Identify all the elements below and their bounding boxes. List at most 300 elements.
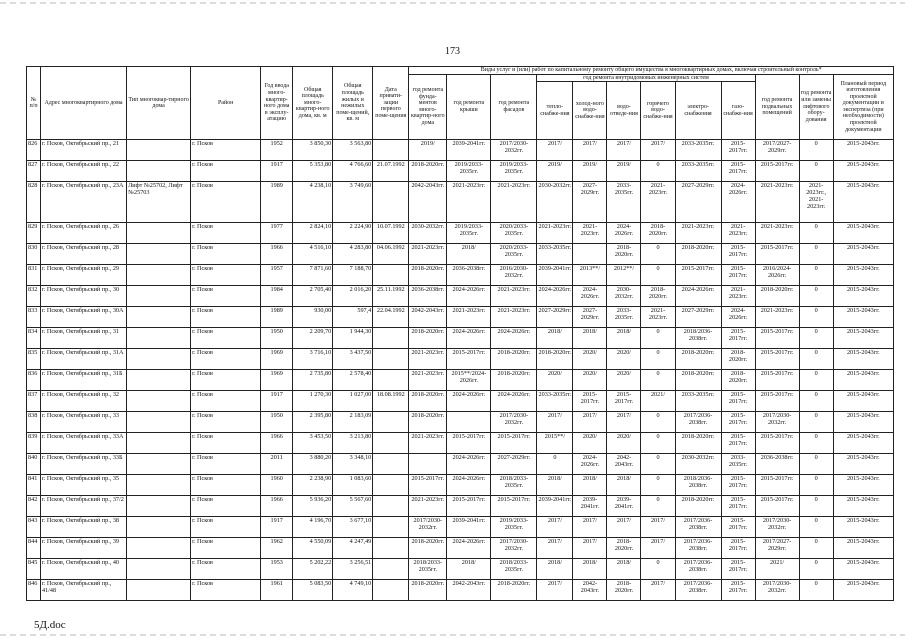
table-row [27, 454, 894, 475]
cell-hot-water: 2017/ [641, 538, 675, 559]
cell-hot-water: 0 [641, 475, 675, 496]
cell-elevator: 0 [799, 244, 833, 265]
cell-living-area: 1 027,00 [333, 391, 373, 412]
cell-elevator: 0 [799, 433, 833, 454]
cell-gas: 2015-2017гг. [721, 496, 755, 517]
cell-roof: 2039-2041гг. [447, 517, 491, 538]
cell-house-type [127, 328, 191, 349]
cell-num: 835 [27, 349, 41, 370]
cell-total-area: 3 880,20 [293, 454, 333, 475]
cell-elevator: 0 [799, 370, 833, 391]
cell-district: г. Псков [191, 328, 261, 349]
cell-foundation: 2021-2023гг. [409, 433, 447, 454]
cell-total-area: 7 871,60 [293, 265, 333, 286]
cell-total-area: 4 550,09 [293, 538, 333, 559]
cell-living-area: 3 749,60 [333, 182, 373, 223]
cell-foundation: 2018-2020гг. [409, 328, 447, 349]
cell-heat: 2017/ [537, 412, 573, 433]
cell-cold-water: 2017/ [573, 140, 607, 161]
table-row [27, 140, 894, 161]
cell-plan-period: 2015-2043гг. [833, 559, 893, 580]
cell-year-built: 1917 [261, 517, 293, 538]
cell-num: 846 [27, 580, 41, 601]
header-engineering-group: год ремонта внутридомовых инженерных систем [537, 74, 755, 82]
cell-basement: 2021-2023гг. [755, 307, 799, 328]
cell-roof: 2024-2026гг. [447, 391, 491, 412]
cell-roof: 2015-2017гг. [447, 496, 491, 517]
cell-foundation: 2018-2020гг. [409, 538, 447, 559]
cell-basement: 2015-2017гг. [755, 370, 799, 391]
cell-gas: 2015-2017гг. [721, 391, 755, 412]
cell-cold-water: 2039-2041гг. [573, 496, 607, 517]
cell-electric: 2017/2036-2038гг. [675, 538, 721, 559]
cell-roof: 2024-2026гг. [447, 538, 491, 559]
cell-house-type [127, 391, 191, 412]
cell-total-area: 2 238,90 [293, 475, 333, 496]
cell-address: г. Псков, Октябрьский пр., 28 [41, 244, 127, 265]
cell-house-type [127, 265, 191, 286]
cell-cold-water: 2027-2029гг. [573, 182, 607, 223]
page-number: 173 [445, 46, 460, 57]
cell-living-area: 1 083,60 [333, 475, 373, 496]
cell-address: г. Псков, Октябрьский пр., 40 [41, 559, 127, 580]
cell-district: г. Псков [191, 161, 261, 182]
cell-facade: 2017/2030-2032гг. [491, 412, 537, 433]
cell-electric: 2015-2017гг. [675, 265, 721, 286]
cell-electric: 2018-2020гг. [675, 370, 721, 391]
cell-foundation: 2021-2023гг. [409, 349, 447, 370]
cell-year-built: 1989 [261, 182, 293, 223]
cell-basement: 2017/2030-2032гг. [755, 580, 799, 601]
cell-elevator: 0 [799, 559, 833, 580]
cell-living-area: 3 437,50 [333, 349, 373, 370]
table-row [27, 223, 894, 244]
cell-heat: 2039-2041гг. [537, 496, 573, 517]
cell-heat: 2019/ [537, 161, 573, 182]
cell-sewer: 2024-2026гг. [607, 223, 641, 244]
cell-roof: 2018/ [447, 559, 491, 580]
cell-year-built: 1962 [261, 538, 293, 559]
cell-basement: 2015-2017гг. [755, 475, 799, 496]
cell-sewer: 2020/ [607, 349, 641, 370]
cell-district: г. Псков [191, 349, 261, 370]
header-facade: год ремонта фасадов [491, 74, 537, 140]
cell-address: г. Псков, Октябрьский пр., 41/48 [41, 580, 127, 601]
cell-living-area: 3 563,80 [333, 140, 373, 161]
cell-address: г. Псков, Октябрьский пр., 35 [41, 475, 127, 496]
cell-gas: 2024-2026гг. [721, 182, 755, 223]
cell-year-built: 1977 [261, 223, 293, 244]
cell-roof: 2015-2017гг. [447, 433, 491, 454]
cell-address: г. Псков, Октябрьский пр., 26 [41, 223, 127, 244]
cell-hot-water: 0 [641, 328, 675, 349]
cell-basement: 2015-2017гг. [755, 349, 799, 370]
cell-privatization [373, 496, 409, 517]
cell-district: г. Псков [191, 244, 261, 265]
cell-address: г. Псков, Октябрьский пр., 37/2 [41, 496, 127, 517]
cell-electric: 2024-2026гг. [675, 286, 721, 307]
cell-roof: 2036-2038гг. [447, 265, 491, 286]
cell-facade: 2021-2023гг. [491, 182, 537, 223]
cell-elevator: 0 [799, 496, 833, 517]
cell-num: 842 [27, 496, 41, 517]
cell-roof: 2019/2033-2035гг. [447, 161, 491, 182]
cell-house-type [127, 286, 191, 307]
cell-total-area: 4 196,70 [293, 517, 333, 538]
scan-edge-bottom [0, 634, 905, 636]
cell-facade: 2018/2033-2035гг. [491, 475, 537, 496]
cell-cold-water: 2020/ [573, 370, 607, 391]
cell-plan-period: 2015-2043гг. [833, 580, 893, 601]
header-hot-water: горячего водо-снабже-ния [641, 82, 675, 140]
cell-living-area: 4 766,60 [333, 161, 373, 182]
cell-privatization [373, 349, 409, 370]
cell-heat: 2015**/ [537, 433, 573, 454]
cell-total-area: 3 850,30 [293, 140, 333, 161]
cell-living-area: 5 567,60 [333, 496, 373, 517]
table-row [27, 559, 894, 580]
cell-electric: 2027-2029гг. [675, 307, 721, 328]
cell-privatization [373, 370, 409, 391]
table-row [27, 517, 894, 538]
cell-total-area: 2 735,80 [293, 370, 333, 391]
cell-privatization [373, 559, 409, 580]
cell-elevator: 0 [799, 265, 833, 286]
cell-electric: 2017/2036-2038гг. [675, 517, 721, 538]
cell-plan-period: 2015-2043гг. [833, 286, 893, 307]
cell-facade: 2024-2026гг. [491, 391, 537, 412]
cell-plan-period: 2015-2043гг. [833, 182, 893, 223]
cell-cold-water: 2027-2029гг. [573, 307, 607, 328]
cell-plan-period: 2015-2043гг. [833, 244, 893, 265]
table-row [27, 370, 894, 391]
cell-basement: 2021/ [755, 559, 799, 580]
cell-num: 833 [27, 307, 41, 328]
cell-foundation: 2018-2020гг. [409, 412, 447, 433]
cell-living-area: 2 224,90 [333, 223, 373, 244]
cell-year-built: 1961 [261, 580, 293, 601]
header-heat: тепло-снабже-ния [537, 82, 573, 140]
cell-num: 837 [27, 391, 41, 412]
cell-house-type [127, 161, 191, 182]
footer-filename: 5Д.doc [34, 619, 66, 631]
cell-basement: 2021-2023гг. [755, 223, 799, 244]
cell-electric: 2033-2035гг. [675, 140, 721, 161]
cell-plan-period: 2015-2043гг. [833, 307, 893, 328]
cell-heat: 2017/ [537, 517, 573, 538]
cell-hot-water: 2021-2023гг. [641, 307, 675, 328]
cell-cold-water: 2018/ [573, 328, 607, 349]
header-cold-water: холод-ного водо-снабже-ния [573, 82, 607, 140]
cell-district: г. Псков [191, 391, 261, 412]
cell-total-area: 2 824,10 [293, 223, 333, 244]
cell-cold-water: 2018/ [573, 475, 607, 496]
table-row [27, 161, 894, 182]
cell-foundation: 2036-2038гг. [409, 286, 447, 307]
header-year-built: Год ввода много-квартир-ного дома в эксплу-атацию [261, 67, 293, 140]
cell-cold-water: 2017/ [573, 517, 607, 538]
cell-house-type [127, 517, 191, 538]
cell-hot-water: 0 [641, 454, 675, 475]
cell-hot-water: 0 [641, 349, 675, 370]
cell-privatization [373, 433, 409, 454]
cell-num: 844 [27, 538, 41, 559]
table-row [27, 475, 894, 496]
cell-total-area: 3 453,50 [293, 433, 333, 454]
cell-foundation: 2021-2023гг. [409, 370, 447, 391]
cell-house-type [127, 223, 191, 244]
cell-basement: 2015-2017гг. [755, 433, 799, 454]
cell-sewer: 2017/ [607, 412, 641, 433]
cell-basement: 2017/2030-2032гг. [755, 412, 799, 433]
cell-num: 827 [27, 161, 41, 182]
cell-sewer: 2017/ [607, 517, 641, 538]
cell-plan-period: 2015-2043гг. [833, 538, 893, 559]
header-gas: газо-снабже-ния [721, 82, 755, 140]
cell-heat: 2039-2041гг. [537, 265, 573, 286]
cell-total-area: 2 395,80 [293, 412, 333, 433]
cell-cold-water: 2018/ [573, 559, 607, 580]
cell-facade: 2024-2026гг. [491, 328, 537, 349]
cell-sewer: 2018/ [607, 475, 641, 496]
cell-total-area: 5 083,50 [293, 580, 333, 601]
cell-living-area: 2 183,09 [333, 412, 373, 433]
cell-roof: 2018/ [447, 244, 491, 265]
cell-sewer: 2012**/ [607, 265, 641, 286]
header-plan-period: Плановый период изготовления проектной документации и экспертиза (при необходимости) проектной документации [833, 74, 893, 140]
cell-hot-water: 2021-2023гг. [641, 182, 675, 223]
cell-electric: 2018-2020гг. [675, 496, 721, 517]
cell-sewer: 2033-2035гг. [607, 307, 641, 328]
cell-district: г. Псков [191, 559, 261, 580]
header-house-type: Тип многоквар-тирного дома [127, 67, 191, 140]
cell-heat: 2018/ [537, 328, 573, 349]
cell-house-type [127, 140, 191, 161]
cell-foundation: 2030-2032гг. [409, 223, 447, 244]
cell-house-type [127, 244, 191, 265]
cell-num: 838 [27, 412, 41, 433]
cell-basement: 2015-2017гг. [755, 161, 799, 182]
table-row [27, 265, 894, 286]
cell-facade: 2015-2017гг. [491, 433, 537, 454]
cell-privatization: 22.04.1992 [373, 307, 409, 328]
cell-hot-water: 0 [641, 433, 675, 454]
cell-electric: 2017/2036-2038гг. [675, 412, 721, 433]
header-electric: электро-снабжения [675, 82, 721, 140]
cell-electric: 2018-2020гг. [675, 433, 721, 454]
cell-address: г. Псков, Октябрьский пр., 31А [41, 349, 127, 370]
cell-plan-period: 2015-2043гг. [833, 265, 893, 286]
cell-gas: 2015-2017гг. [721, 265, 755, 286]
table-row [27, 580, 894, 601]
cell-total-area: 1 270,30 [293, 391, 333, 412]
cell-plan-period: 2015-2043гг. [833, 223, 893, 244]
cell-privatization [373, 412, 409, 433]
cell-sewer: 2015-2017гг. [607, 391, 641, 412]
cell-elevator: 0 [799, 223, 833, 244]
header-total-area: Общая площадь много-квартир-ного дома, кв. м [293, 67, 333, 140]
cell-roof: 2024-2026гг. [447, 454, 491, 475]
cell-heat: 2017/ [537, 580, 573, 601]
cell-plan-period: 2015-2043гг. [833, 475, 893, 496]
cell-address: г. Псков, Октябрьский пр., 30 [41, 286, 127, 307]
cell-heat: 2024-2026гг. [537, 286, 573, 307]
cell-living-area: 597,4 [333, 307, 373, 328]
cell-year-built: 2011 [261, 454, 293, 475]
cell-living-area: 2 578,40 [333, 370, 373, 391]
table-row [27, 328, 894, 349]
cell-roof: 2021-2023гг. [447, 182, 491, 223]
cell-hot-water: 0 [641, 265, 675, 286]
cell-electric: 2017/2036-2038гг. [675, 580, 721, 601]
cell-plan-period: 2015-2043гг. [833, 454, 893, 475]
cell-hot-water: 2017/ [641, 517, 675, 538]
cell-electric: 2021-2023гг. [675, 223, 721, 244]
cell-gas: 2015-2017гг. [721, 244, 755, 265]
cell-heat: 2021-2023гг. [537, 223, 573, 244]
cell-gas: 2015-2017гг. [721, 412, 755, 433]
cell-heat: 2018-2020гг. [537, 349, 573, 370]
cell-year-built: 1957 [261, 265, 293, 286]
table-row [27, 412, 894, 433]
cell-plan-period: 2015-2043гг. [833, 349, 893, 370]
cell-privatization [373, 538, 409, 559]
cell-facade: 2020/2033-2035гг. [491, 244, 537, 265]
cell-district: г. Псков [191, 517, 261, 538]
cell-elevator: 0 [799, 349, 833, 370]
cell-facade: 2019/2033-2035гг. [491, 161, 537, 182]
cell-address: г. Псков, Октябрьский пр., 32 [41, 391, 127, 412]
cell-gas: 2015-2017гг. [721, 161, 755, 182]
header-foundation: год ремонта фунда-ментов много-квартир-ного дома [409, 74, 447, 140]
cell-foundation: 2018/2033-2035гг. [409, 559, 447, 580]
header-num: № п/п [27, 67, 41, 140]
cell-house-type [127, 370, 191, 391]
cell-living-area: 4 749,10 [333, 580, 373, 601]
scan-edge-top [0, 2, 905, 4]
cell-facade: 2021-2023гг. [491, 307, 537, 328]
cell-heat: 2030-2032гг. [537, 182, 573, 223]
cell-cold-water: 2013**/ [573, 265, 607, 286]
cell-house-type: Лифт №25702, Лифт №25703 [127, 182, 191, 223]
cell-total-area: 2 705,40 [293, 286, 333, 307]
cell-district: г. Псков [191, 454, 261, 475]
table-row [27, 496, 894, 517]
cell-gas: 2015-2017гг. [721, 580, 755, 601]
cell-roof [447, 412, 491, 433]
cell-cold-water: 2017/ [573, 412, 607, 433]
cell-basement: 2015-2017гг. [755, 391, 799, 412]
cell-elevator: 0 [799, 454, 833, 475]
cell-district: г. Псков [191, 580, 261, 601]
cell-address: г. Псков, Октябрьский пр., 31 [41, 328, 127, 349]
header-district: Район [191, 67, 261, 140]
cell-num: 839 [27, 433, 41, 454]
cell-electric: 2033-2035гг. [675, 391, 721, 412]
cell-sewer: 2018/ [607, 328, 641, 349]
table-row [27, 391, 894, 412]
cell-elevator: 0 [799, 286, 833, 307]
cell-foundation: 2021-2023гг. [409, 496, 447, 517]
cell-heat: 2017/ [537, 140, 573, 161]
cell-total-area: 4 516,10 [293, 244, 333, 265]
cell-year-built: 1950 [261, 412, 293, 433]
header-sewer: водо-отведе-ния [607, 82, 641, 140]
cell-hot-water: 2018-2020гг. [641, 286, 675, 307]
cell-living-area: 3 213,80 [333, 433, 373, 454]
cell-privatization: 18.08.1992 [373, 391, 409, 412]
cell-cold-water: 2042-2043гг. [573, 580, 607, 601]
cell-house-type [127, 412, 191, 433]
cell-gas: 2015-2017гг. [721, 328, 755, 349]
cell-privatization [373, 140, 409, 161]
cell-living-area: 2 016,20 [333, 286, 373, 307]
cell-gas: 2021-2023гг. [721, 286, 755, 307]
cell-privatization: 04.06.1992 [373, 244, 409, 265]
cell-year-built: 1984 [261, 286, 293, 307]
cell-address: г. Псков, Октябрьский пр., 29 [41, 265, 127, 286]
cell-basement: 2017/2027-2029гг. [755, 538, 799, 559]
cell-year-built: 1917 [261, 161, 293, 182]
cell-plan-period: 2015-2043гг. [833, 161, 893, 182]
cell-cold-water: 2021-2023гг. [573, 223, 607, 244]
cell-elevator: 0 [799, 412, 833, 433]
cell-total-area: 5 202,22 [293, 559, 333, 580]
cell-facade: 2017/2030-2032гг. [491, 538, 537, 559]
cell-house-type [127, 496, 191, 517]
cell-hot-water: 2017/ [641, 140, 675, 161]
cell-hot-water: 2017/ [641, 580, 675, 601]
cell-elevator: 0 [799, 140, 833, 161]
cell-foundation: 2018-2020гг. [409, 391, 447, 412]
cell-foundation: 2015-2017гг. [409, 475, 447, 496]
cell-gas: 2015-2017гг. [721, 517, 755, 538]
cell-facade: 2015-2017гг. [491, 496, 537, 517]
cell-electric: 2018/2036-2038гг. [675, 328, 721, 349]
cell-living-area: 1 944,30 [333, 328, 373, 349]
cell-district: г. Псков [191, 265, 261, 286]
cell-house-type [127, 307, 191, 328]
cell-cold-water: 2017/ [573, 538, 607, 559]
cell-heat: 2018/ [537, 559, 573, 580]
table-row [27, 286, 894, 307]
cell-address: г. Псков, Октябрьский пр., 30А [41, 307, 127, 328]
cell-basement: 2015-2017гг. [755, 496, 799, 517]
cell-hot-water: 0 [641, 244, 675, 265]
cell-district: г. Псков [191, 475, 261, 496]
cell-plan-period: 2015-2043гг. [833, 433, 893, 454]
cell-num: 831 [27, 265, 41, 286]
cell-facade: 2017/2030-2032гг. [491, 140, 537, 161]
cell-cold-water: 2020/ [573, 433, 607, 454]
cell-hot-water: 0 [641, 161, 675, 182]
cell-gas: 2015-2017гг. [721, 475, 755, 496]
cell-sewer: 2018-2020гг. [607, 244, 641, 265]
cell-electric: 2030-2032гг. [675, 454, 721, 475]
cell-elevator: 0 [799, 580, 833, 601]
cell-gas: 2021-2023гг. [721, 223, 755, 244]
cell-year-built: 1917 [261, 391, 293, 412]
cell-plan-period: 2015-2043гг. [833, 328, 893, 349]
cell-hot-water: 2021/ [641, 391, 675, 412]
cell-basement: 2015-2017гг. [755, 244, 799, 265]
cell-basement: 2015-2017гг. [755, 328, 799, 349]
cell-privatization [373, 454, 409, 475]
cell-cold-water: 2024-2026гг. [573, 454, 607, 475]
cell-sewer: 2039-2041гг. [607, 496, 641, 517]
header-works-group: Виды услуг и (или) работ по капитальному ремонту общего имущества в многоквартирных домах, включая строительный контроль* [409, 67, 894, 75]
cell-elevator: 0 [799, 161, 833, 182]
